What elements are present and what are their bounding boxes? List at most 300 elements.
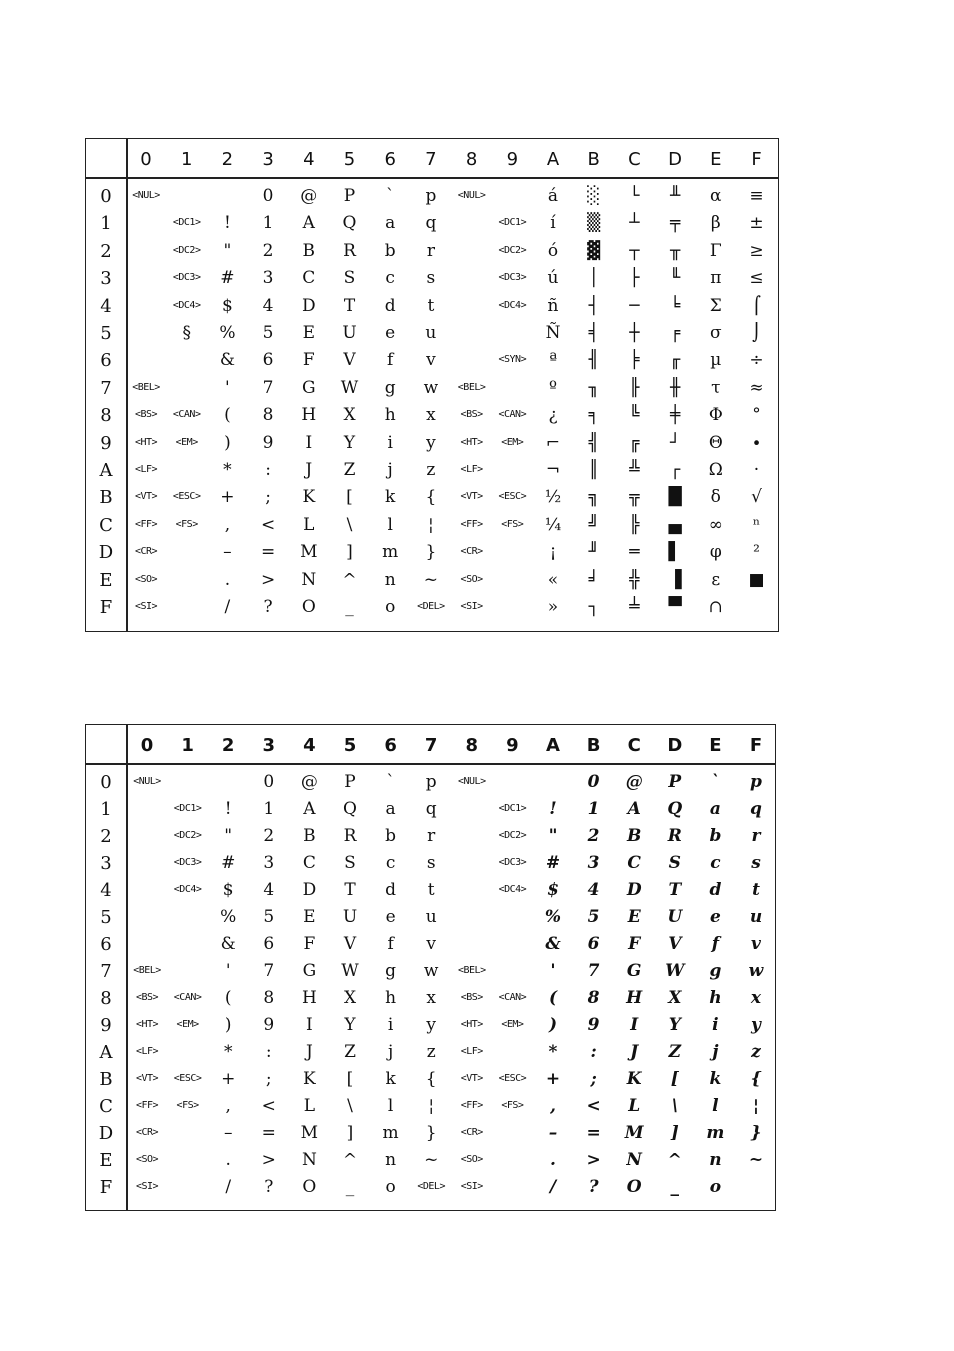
- char-cell: 7: [263, 961, 275, 981]
- char-cell: %: [544, 907, 562, 927]
- char-cell: #: [220, 268, 235, 289]
- char-cell: c: [385, 268, 395, 289]
- char-cell: G: [626, 961, 642, 981]
- char-cell: <SO>: [460, 573, 483, 585]
- char-cell: φ: [709, 542, 722, 563]
- row-header: 0: [100, 772, 112, 793]
- char-cell: x: [426, 405, 436, 426]
- char-cell: ⌡: [752, 323, 761, 343]
- char-cell: K: [302, 487, 316, 508]
- char-cell: W: [340, 377, 359, 398]
- char-cell: 1: [587, 799, 600, 819]
- char-cell: º: [549, 377, 557, 398]
- char-cell: ,: [224, 514, 231, 535]
- char-cell: V: [343, 934, 357, 954]
- char-cell: ╟: [629, 377, 640, 398]
- char-cell: ≈: [749, 377, 764, 398]
- char-cell: ª: [548, 350, 558, 371]
- char-cell: ╣: [588, 432, 599, 453]
- char-cell: –: [548, 1123, 558, 1143]
- char-cell: ^: [342, 1150, 358, 1170]
- char-cell: N: [626, 1150, 642, 1170]
- column-header: C: [628, 149, 641, 170]
- char-cell: j: [387, 1042, 394, 1062]
- char-cell: (: [548, 988, 558, 1008]
- char-cell: ╕: [588, 405, 599, 426]
- char-cell: ├: [629, 268, 640, 289]
- char-cell: <BS>: [460, 409, 483, 421]
- char-cell: ■: [748, 569, 765, 590]
- char-cell: <SI>: [134, 601, 158, 612]
- char-cell: .: [225, 1150, 231, 1170]
- char-cell: D: [301, 295, 316, 316]
- char-cell: d: [709, 880, 722, 900]
- char-cell: `: [386, 772, 395, 792]
- char-cell: <DC2>: [172, 244, 201, 256]
- column-header: 8: [465, 735, 479, 756]
- char-cell: U: [667, 907, 683, 927]
- char-cell: ¦: [428, 514, 434, 535]
- column-header: D: [667, 735, 683, 756]
- char-cell: `: [711, 772, 720, 792]
- char-cell: ': [225, 961, 231, 981]
- char-cell: α: [710, 186, 722, 206]
- char-cell: <CAN>: [173, 992, 202, 1003]
- char-cell: <EM>: [501, 436, 524, 448]
- char-cell: ∞: [708, 514, 723, 535]
- char-cell: ": [223, 240, 232, 261]
- column-header: 2: [221, 735, 235, 756]
- char-cell: <CAN>: [498, 992, 527, 1003]
- column-header: 3: [262, 735, 276, 756]
- char-cell: m: [382, 542, 399, 563]
- char-cell: <DC3>: [498, 272, 527, 284]
- char-cell: <DC2>: [173, 830, 202, 841]
- char-cell: Y: [668, 1015, 681, 1035]
- char-cell: ╥: [669, 240, 681, 261]
- char-cell: u: [425, 323, 437, 343]
- char-cell: T: [343, 295, 356, 316]
- char-cell: ?: [588, 1177, 599, 1197]
- char-cell: d: [385, 880, 397, 900]
- char-cell: %: [219, 323, 236, 343]
- char-cell: ╠: [629, 514, 640, 535]
- char-cell: ;: [265, 1069, 272, 1089]
- char-cell: «: [547, 569, 559, 590]
- char-cell: <DC1>: [498, 803, 527, 814]
- row-header: 1: [100, 799, 112, 820]
- char-cell: [: [346, 487, 353, 508]
- char-cell: <DC4>: [172, 299, 201, 311]
- char-cell: c: [710, 853, 721, 873]
- char-cell: <EM>: [176, 1019, 199, 1030]
- row-header: 3: [100, 853, 112, 874]
- char-cell: .: [550, 1150, 556, 1170]
- char-cell: e: [385, 323, 396, 343]
- row-header: A: [99, 460, 113, 481]
- char-cell: n: [385, 1150, 397, 1170]
- char-cell: <ESC>: [172, 491, 201, 503]
- char-cell: .: [224, 569, 231, 590]
- char-cell: <BS>: [460, 992, 483, 1003]
- char-cell: <VT>: [460, 491, 483, 503]
- char-cell: R: [343, 240, 356, 261]
- char-cell: w: [423, 961, 439, 981]
- row-header: D: [98, 542, 114, 564]
- char-cell: ▐: [668, 569, 682, 590]
- char-cell: ^: [342, 569, 357, 590]
- char-cell: }: [750, 1123, 762, 1143]
- header-rule: [86, 177, 778, 179]
- char-cell: <VT>: [460, 1073, 483, 1084]
- column-header: F: [749, 735, 763, 756]
- char-cell: o: [709, 1177, 722, 1197]
- char-cell: <DC2>: [498, 244, 527, 256]
- row-header: 0: [100, 186, 112, 207]
- row-header: 2: [100, 240, 112, 262]
- row-header: 7: [100, 377, 112, 399]
- char-cell: 0: [263, 772, 275, 792]
- column-header: 7: [424, 735, 438, 756]
- char-cell: n: [384, 569, 396, 590]
- char-cell: A: [303, 799, 316, 819]
- char-cell: 7: [587, 961, 600, 981]
- char-cell: >: [261, 1150, 276, 1170]
- char-cell: !: [223, 213, 231, 234]
- char-cell: E: [303, 907, 316, 927]
- char-cell: y: [426, 1015, 436, 1035]
- column-header: 4: [303, 149, 315, 170]
- char-cell: W: [665, 961, 685, 981]
- char-cell: h: [709, 988, 722, 1008]
- column-header: 4: [303, 735, 316, 756]
- char-cell: 9: [587, 1015, 600, 1035]
- char-cell: y: [751, 1015, 761, 1035]
- char-cell: ·: [753, 460, 760, 480]
- char-cell: ": [224, 826, 233, 846]
- char-cell: 4: [262, 295, 274, 316]
- char-cell: \: [347, 1096, 353, 1116]
- char-cell: <NUL>: [457, 776, 486, 787]
- char-cell: X: [343, 988, 357, 1008]
- char-cell: ¬: [545, 460, 561, 480]
- char-cell: <HT>: [460, 436, 483, 448]
- column-header: D: [668, 149, 683, 170]
- char-cell: Q: [343, 799, 357, 819]
- char-cell: U: [342, 323, 357, 343]
- char-cell: 1: [263, 799, 275, 819]
- char-cell: <EM>: [501, 1019, 524, 1030]
- char-cell: Z: [668, 1042, 681, 1062]
- char-cell: @: [625, 772, 643, 792]
- char-cell: ε: [711, 569, 721, 590]
- char-cell: ,: [225, 1096, 231, 1116]
- char-cell: ¡: [549, 542, 557, 563]
- char-cell: ÷: [749, 350, 764, 371]
- char-cell: E: [627, 907, 641, 927]
- char-cell: ½: [544, 487, 562, 508]
- char-cell: 5: [262, 323, 274, 343]
- char-cell: ╫: [669, 377, 681, 398]
- char-cell: \: [671, 1096, 678, 1116]
- char-cell: ▄: [668, 514, 682, 535]
- char-cell: k: [385, 487, 396, 508]
- char-cell: <CR>: [134, 546, 158, 558]
- char-cell: J: [630, 1042, 639, 1062]
- char-cell: l: [387, 514, 393, 535]
- char-cell: ┼: [629, 323, 640, 343]
- column-header: E: [709, 735, 722, 756]
- char-cell: n: [709, 1150, 722, 1170]
- char-cell: ╖: [588, 377, 599, 398]
- char-cell: l: [712, 1096, 719, 1116]
- char-cell: ²: [753, 542, 760, 563]
- char-cell: §: [182, 323, 191, 343]
- char-cell: C: [302, 268, 316, 289]
- char-cell: <LF>: [134, 464, 158, 475]
- char-cell: ): [548, 1015, 558, 1035]
- char-cell: L: [303, 514, 315, 535]
- char-cell: E: [302, 323, 315, 343]
- char-cell: k: [385, 1069, 396, 1089]
- char-cell: 3: [587, 853, 600, 873]
- char-cell: z: [751, 1042, 761, 1062]
- char-cell: ⌠: [752, 295, 761, 316]
- char-cell: /: [225, 1177, 232, 1197]
- char-cell: T: [344, 880, 356, 900]
- char-cell: H: [301, 988, 317, 1008]
- char-cell: 3: [262, 268, 274, 289]
- column-header: 9: [506, 735, 519, 756]
- char-cell: A: [627, 799, 641, 819]
- char-cell: µ: [710, 350, 722, 371]
- char-cell: ╡: [588, 323, 599, 343]
- char-cell: █: [668, 487, 682, 508]
- char-cell: <DC3>: [172, 272, 201, 284]
- char-cell: <NUL>: [132, 190, 160, 201]
- column-header: B: [586, 735, 601, 756]
- char-cell: ═: [629, 542, 640, 563]
- char-cell: ╗: [588, 487, 599, 508]
- row-header: C: [99, 1096, 113, 1117]
- char-cell: Z: [344, 1042, 356, 1062]
- column-header: 5: [343, 735, 357, 756]
- char-cell: ╘: [669, 295, 681, 316]
- char-cell: M: [624, 1123, 644, 1143]
- char-cell: │: [588, 268, 599, 289]
- char-cell: ▒: [587, 213, 601, 234]
- char-cell: ó: [547, 240, 559, 261]
- char-cell: i: [387, 432, 393, 453]
- char-cell: 6: [587, 934, 600, 954]
- char-cell: ╨: [669, 186, 681, 206]
- char-cell: 6: [263, 934, 275, 954]
- char-cell: r: [427, 826, 436, 846]
- char-cell: +: [220, 487, 235, 508]
- char-cell: ╓: [669, 350, 681, 371]
- char-cell: ╦: [629, 487, 640, 508]
- char-cell: O: [301, 597, 316, 617]
- char-cell: a: [385, 799, 396, 819]
- char-cell: q: [750, 799, 762, 819]
- char-cell: π: [710, 268, 722, 289]
- char-cell: q: [425, 213, 437, 234]
- row-header: 8: [100, 988, 112, 1009]
- char-cell: _: [345, 597, 354, 617]
- char-cell: ≥: [749, 240, 764, 261]
- char-cell: >: [586, 1150, 601, 1170]
- char-cell: w: [423, 377, 439, 398]
- char-cell: v: [426, 350, 436, 371]
- char-cell: <FF>: [460, 518, 483, 530]
- row-header: 6: [100, 934, 112, 955]
- char-cell: σ: [709, 323, 722, 343]
- char-cell: (: [224, 988, 232, 1008]
- char-cell: <BEL>: [133, 965, 161, 976]
- row-header: 8: [100, 405, 112, 427]
- char-cell: t: [752, 880, 760, 900]
- char-cell: j: [712, 1042, 719, 1062]
- char-cell: O: [302, 1177, 317, 1197]
- row-header: 4: [100, 295, 112, 317]
- column-header: F: [751, 149, 762, 170]
- column-header: 5: [343, 149, 356, 170]
- char-cell: <ESC>: [498, 1073, 527, 1084]
- char-cell: z: [426, 460, 436, 480]
- char-cell: o: [385, 1177, 396, 1197]
- char-cell: S: [343, 268, 356, 289]
- char-cell: 7: [262, 377, 274, 398]
- char-cell: ≡: [749, 186, 764, 206]
- char-cell: V: [343, 350, 356, 371]
- char-cell: k: [709, 1069, 722, 1089]
- char-cell: $: [222, 880, 234, 900]
- char-cell: ╔: [629, 432, 640, 453]
- char-cell: /: [549, 1177, 557, 1197]
- char-cell: V: [668, 934, 682, 954]
- char-cell: H: [626, 988, 643, 1008]
- char-cell: p: [750, 772, 762, 792]
- char-cell: Q: [667, 799, 683, 819]
- char-cell: C: [302, 853, 316, 873]
- char-cell: Γ: [709, 240, 722, 261]
- char-cell: ▀: [668, 597, 682, 617]
- char-cell: R: [667, 826, 682, 846]
- char-cell: =: [260, 542, 276, 563]
- char-cell: w: [748, 961, 764, 981]
- char-cell: =: [586, 1123, 601, 1143]
- row-header: E: [99, 1150, 113, 1171]
- row-header: D: [98, 1123, 114, 1144]
- char-cell: ]: [670, 1123, 679, 1143]
- char-cell: 8: [587, 988, 600, 1008]
- char-cell: <SO>: [135, 1154, 159, 1165]
- row-header: 9: [100, 1015, 112, 1036]
- char-cell: <ESC>: [173, 1073, 202, 1084]
- char-cell: 1: [262, 213, 274, 234]
- char-cell: <NUL>: [457, 190, 486, 201]
- char-cell: G: [302, 377, 316, 398]
- char-cell: `: [385, 186, 395, 206]
- char-cell: f: [711, 934, 720, 954]
- char-cell: s: [751, 853, 761, 873]
- char-cell: X: [343, 405, 356, 426]
- char-cell: <CAN>: [498, 409, 527, 421]
- char-cell: I: [306, 1015, 313, 1035]
- char-cell: N: [301, 569, 317, 590]
- char-cell: i: [387, 1015, 394, 1035]
- char-cell: <VT>: [135, 1073, 159, 1084]
- char-cell: ñ: [547, 295, 559, 316]
- char-cell: <SI>: [460, 1181, 483, 1192]
- char-cell: 2: [587, 826, 600, 846]
- char-cell: J: [305, 1042, 313, 1062]
- row-header: 7: [100, 961, 112, 982]
- char-cell: b: [709, 826, 722, 846]
- char-cell: @: [300, 186, 318, 206]
- char-cell: $: [221, 295, 233, 316]
- char-cell: ╙: [669, 268, 681, 289]
- char-cell: B: [627, 826, 642, 846]
- char-cell: <FF>: [135, 1100, 159, 1111]
- char-cell: r: [751, 826, 761, 846]
- char-cell: *: [548, 1042, 558, 1062]
- char-cell: (: [224, 405, 231, 426]
- row-header: B: [99, 1069, 113, 1090]
- column-header: 8: [465, 149, 478, 170]
- char-cell: H: [301, 405, 317, 426]
- char-cell: D: [302, 880, 317, 900]
- char-cell: &: [220, 934, 236, 954]
- column-header: 0: [140, 735, 154, 756]
- char-cell: ▌: [668, 542, 682, 563]
- char-cell: ): [224, 432, 231, 453]
- char-cell: √: [751, 487, 762, 508]
- char-cell: _: [670, 1177, 680, 1197]
- char-cell: M: [300, 542, 318, 563]
- char-cell: L: [628, 1096, 641, 1116]
- char-cell: @: [300, 772, 318, 792]
- char-cell: z: [426, 1042, 436, 1062]
- char-cell: <SI>: [460, 601, 483, 612]
- char-cell: ┘: [669, 432, 681, 453]
- char-cell: s: [426, 268, 436, 289]
- char-cell: <FS>: [175, 518, 198, 530]
- row-header: 5: [100, 907, 112, 928]
- char-cell: Z: [343, 460, 356, 480]
- char-cell: }: [425, 542, 437, 563]
- char-cell: L: [303, 1096, 316, 1116]
- char-cell: u: [749, 907, 763, 927]
- char-cell: y: [426, 432, 436, 453]
- char-cell: #: [545, 853, 561, 873]
- char-cell: 6: [262, 350, 274, 371]
- char-cell: <NUL>: [133, 776, 161, 787]
- char-cell: &: [545, 934, 561, 954]
- char-cell: g: [385, 961, 397, 981]
- char-cell: F: [302, 350, 315, 371]
- char-cell: í: [550, 213, 556, 234]
- char-cell: ^: [667, 1150, 682, 1170]
- char-cell: F: [628, 934, 641, 954]
- char-cell: m: [706, 1123, 725, 1143]
- char-cell: $: [547, 880, 559, 900]
- char-cell: <HT>: [134, 436, 158, 448]
- char-cell: ╬: [629, 569, 640, 590]
- char-cell: O: [626, 1177, 642, 1197]
- char-cell: ¦: [752, 1096, 760, 1116]
- char-cell: C: [627, 853, 641, 873]
